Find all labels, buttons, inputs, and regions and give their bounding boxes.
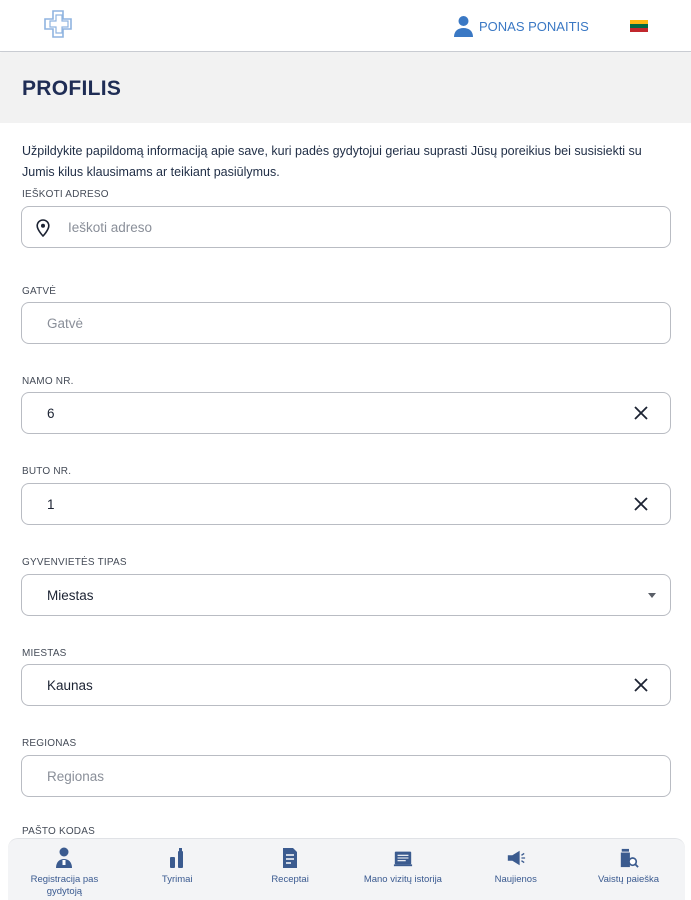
street-placeholder: Gatvė [47, 315, 84, 331]
megaphone-icon [506, 847, 526, 869]
address-search-placeholder: Ieškoti adreso [68, 219, 153, 235]
user-menu[interactable] [454, 14, 589, 38]
nav-label: Registracija pas gydytoją [30, 874, 99, 897]
city-input[interactable] [21, 664, 671, 706]
region-placeholder: Regionas [47, 768, 105, 784]
clear-icon[interactable] [634, 497, 648, 511]
history-icon [393, 847, 413, 869]
nav-item-news[interactable] [459, 839, 572, 900]
lab-icon [167, 847, 187, 869]
house-number-input[interactable] [21, 392, 671, 434]
region-input[interactable] [21, 755, 671, 797]
address-search-input[interactable] [21, 206, 671, 248]
nav-label: Tyrimai [161, 874, 193, 885]
nav-label: Receptai [271, 874, 309, 885]
clear-icon[interactable] [634, 678, 648, 692]
page-title: PROFILIS [22, 77, 122, 100]
lithuania-flag-icon[interactable] [630, 20, 648, 32]
intro-text: Užpildykite papildomą informaciją apie save, kuri padės gydytojui geriau suprasti Jūsų poreikius bei susisiekti su Jumis kilus klausimams ar teikiant pasiūlymus. [22, 144, 642, 179]
city-value: Kaunas [47, 677, 93, 693]
settlement-type-label: GYVENVIETĖS TIPAS [22, 557, 127, 568]
nav-item-medicine-search[interactable] [572, 839, 685, 900]
page-title-bar [0, 53, 691, 123]
house-number-value: 6 [47, 405, 55, 421]
logo-icon[interactable] [40, 8, 76, 44]
address-search-label: IEŠKOTI ADRESO [22, 189, 109, 200]
doctor-icon [54, 847, 74, 869]
dropdown-caret-icon [648, 593, 656, 598]
nav-item-visit-history[interactable] [346, 839, 459, 900]
street-label: GATVĖ [22, 286, 57, 297]
medicine-search-icon [619, 847, 639, 869]
postal-code-label: PAŠTO KODAS [22, 826, 95, 837]
bottom-navigation [8, 838, 685, 900]
region-label: REGIONAS [22, 738, 77, 749]
settlement-type-value: Miestas [47, 587, 94, 603]
city-label: MIESTAS [22, 648, 67, 659]
apartment-number-label: BUTO NR. [22, 466, 72, 477]
user-name: PONAS PONAITIS [479, 18, 589, 34]
top-bar [0, 0, 691, 52]
nav-item-lab-tests[interactable] [121, 839, 234, 900]
nav-item-doctor-registration[interactable] [8, 839, 121, 900]
apartment-number-value: 1 [47, 496, 55, 512]
clear-icon[interactable] [634, 406, 648, 420]
settlement-type-select[interactable] [21, 574, 671, 616]
street-input[interactable] [21, 302, 671, 344]
nav-label: Vaistų paieška [598, 874, 660, 885]
nav-label: Naujienos [494, 874, 537, 885]
location-pin-icon [36, 219, 50, 237]
nav-label: Mano vizitų istorija [363, 874, 442, 885]
apartment-number-input[interactable] [21, 483, 671, 525]
prescription-icon [280, 847, 300, 869]
nav-item-prescriptions[interactable] [234, 839, 347, 900]
house-number-label: NAMO NR. [22, 376, 74, 387]
user-icon [454, 15, 473, 37]
